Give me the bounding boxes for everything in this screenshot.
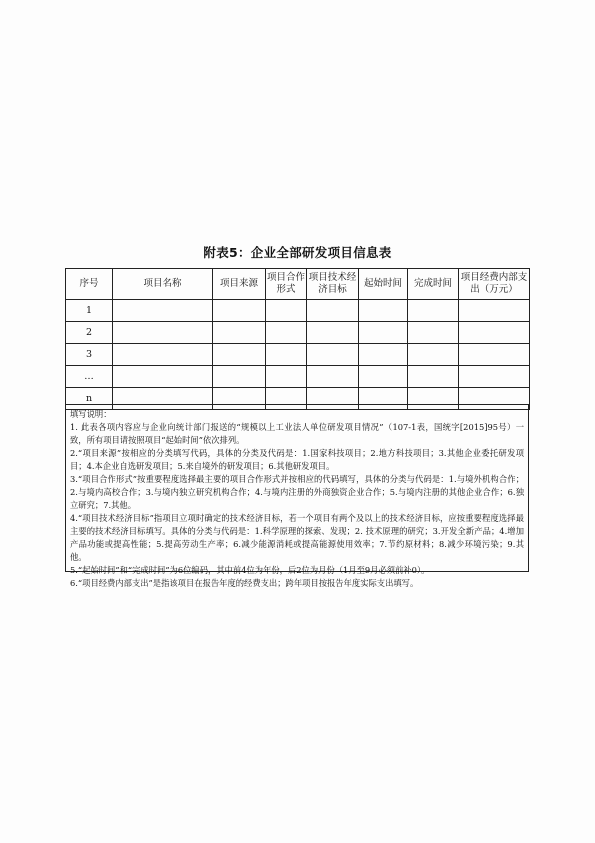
cell-tech-econ-goal[interactable] [307, 366, 359, 388]
header-serial: 序号 [66, 269, 113, 300]
cell-cooperation-form[interactable] [266, 300, 307, 322]
page-title: 附表5：企业全部研发项目信息表 [203, 245, 392, 260]
cell-tech-econ-goal[interactable] [307, 322, 359, 344]
row-serial: … [66, 366, 113, 388]
instructions-heading: 填写说明： [70, 409, 112, 419]
cell-internal-expense[interactable] [459, 322, 530, 344]
cell-end-time[interactable] [408, 300, 459, 322]
header-project-source: 项目来源 [213, 269, 266, 300]
cell-end-time[interactable] [408, 322, 459, 344]
header-internal-expense: 项目经费内部支出（万元） [459, 269, 530, 300]
cell-internal-expense[interactable] [459, 300, 530, 322]
row-serial: n [66, 388, 113, 410]
cell-cooperation-form[interactable] [266, 344, 307, 366]
row-serial: 2 [66, 322, 113, 344]
table-row [66, 344, 530, 366]
cell-project-name[interactable] [113, 300, 213, 322]
table-header-row [66, 269, 530, 300]
instruction-item-5: 5.“起始时间”和“完成时间”为6位编码，其中前4位为年份，后2位为月份（1月至9月必须前补0）。 [70, 565, 430, 575]
cell-project-source[interactable] [213, 300, 266, 322]
table-row [66, 366, 530, 388]
filling-instructions [65, 404, 529, 588]
header-tech-econ-goal: 项目技术经济目标 [307, 269, 359, 300]
instruction-item-3: 3.“项目合作形式”按重要程度选择最主要的项目合作形式并按相应的代码填写，具体的分类与代码是：1.与境外机构合作；2.与境内高校合作；3.与境内独立研究机构合作；4.与境内注册的外商独资企业合作；5.与境内注册的其他企业合作；6.独立研究；7.其他。 [70, 474, 524, 510]
project-info-table [65, 268, 530, 410]
cell-cooperation-form[interactable] [266, 366, 307, 388]
cell-tech-econ-goal[interactable] [307, 344, 359, 366]
cell-start-time[interactable] [359, 366, 408, 388]
cell-internal-expense[interactable] [459, 366, 530, 388]
table-row [66, 322, 530, 344]
instruction-item-4: 4.“项目技术经济目标”指项目立项时确定的技术经济目标，若一个项目有两个及以上的技术经济目标，应按重要程度选择最主要的技术经济目标填写。具体的分类与代码是：1.科学原理的探索、发现；2. 技术原理的研究；3.开发全新产品；4.增加产品功能或提高性能；5.提高劳动生产率；6.减少能源消耗或提高能源使用效率；7.节约原材料；8.减少环境污染；9.其他。 [70, 513, 524, 562]
instruction-item-6: 6.“项目经费内部支出”是指该项目在报告年度的经费支出；跨年项目按报告年度实际支出填写。 [70, 578, 419, 588]
header-cooperation-form: 项目合作形式 [266, 269, 307, 300]
cell-end-time[interactable] [408, 344, 459, 366]
row-serial: 1 [66, 300, 113, 322]
cell-project-name[interactable] [113, 344, 213, 366]
cell-start-time[interactable] [359, 300, 408, 322]
row-serial: 3 [66, 344, 113, 366]
instruction-item-1: 1. 此表各项内容应与企业向统计部门报送的“规模以上工业法人单位研发项目情况”（107-1表，国统字[2015]95号）一致，所有项目请按照项目“起始时间”依次排列。 [70, 422, 524, 445]
header-end-time: 完成时间 [408, 269, 459, 300]
table-row [66, 300, 530, 322]
cell-cooperation-form[interactable] [266, 322, 307, 344]
cell-project-name[interactable] [113, 322, 213, 344]
cell-start-time[interactable] [359, 344, 408, 366]
cell-start-time[interactable] [359, 322, 408, 344]
cell-project-name[interactable] [113, 366, 213, 388]
cell-tech-econ-goal[interactable] [307, 300, 359, 322]
cell-internal-expense[interactable] [459, 344, 530, 366]
cell-project-source[interactable] [213, 322, 266, 344]
cell-end-time[interactable] [408, 366, 459, 388]
instruction-item-2: 2.“项目来源”按相应的分类填写代码，具体的分类及代码是：1.国家科技项目；2.地方科技项目；3.其他企业委托研发项目；4.本企业自选研发项目；5.来自境外的研发项目；6.其他研发项目。 [70, 448, 524, 471]
header-project-name: 项目名称 [113, 269, 213, 300]
header-start-time: 起始时间 [359, 269, 408, 300]
cell-project-source[interactable] [213, 366, 266, 388]
cell-project-source[interactable] [213, 344, 266, 366]
